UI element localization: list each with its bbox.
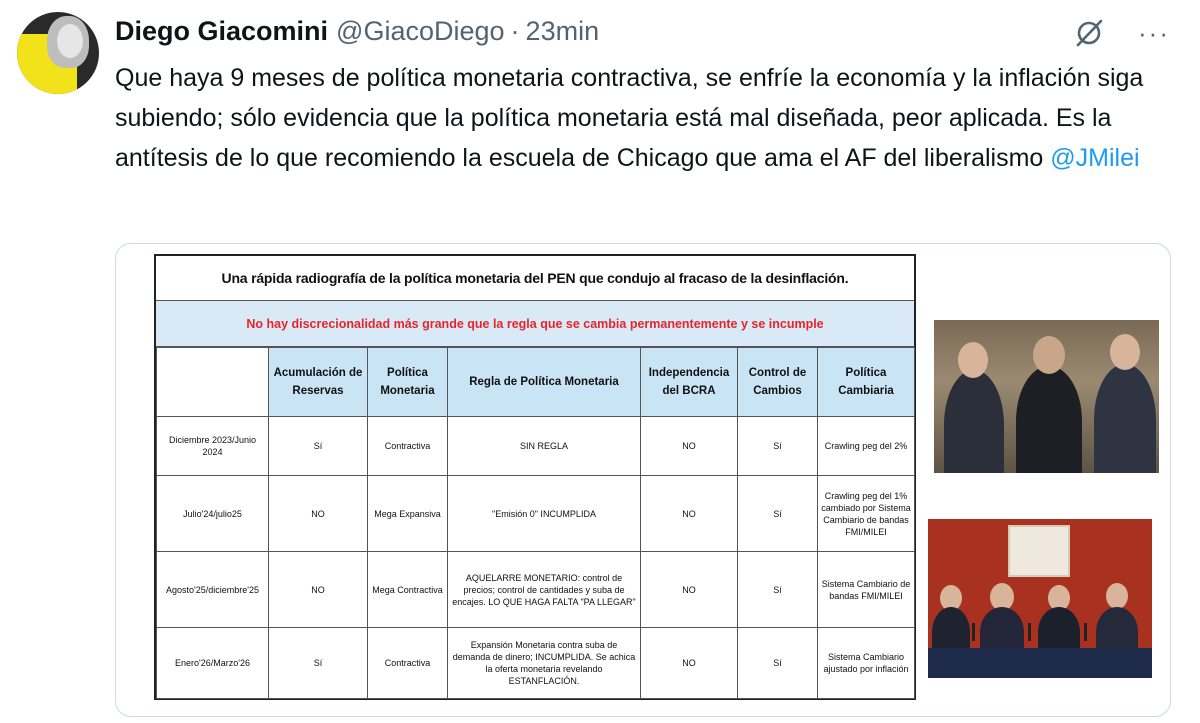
table-cell: SIN REGLA	[448, 417, 641, 476]
author-name[interactable]: Diego Giacomini	[115, 15, 329, 46]
table-cell: "Emisión 0" INCUMPLIDA	[448, 476, 641, 552]
table-cell: Sí	[738, 628, 818, 699]
table-cell: Sistema Cambiario de bandas FMI/MILEI	[818, 552, 915, 628]
tweet-media[interactable]	[115, 243, 1171, 717]
table-cell: NO	[269, 552, 368, 628]
photo-person	[1094, 364, 1156, 473]
table-row	[157, 476, 915, 552]
photo-table	[928, 648, 1152, 678]
media-table-image[interactable]	[154, 254, 916, 700]
media-photo-press-conference[interactable]	[928, 519, 1152, 678]
separator-dot: ·	[510, 15, 520, 46]
table-cell: AQUELARRE MONETARIO: control de precios; control de cantidades y suba de encajes. LO QUE HAGA FALTA "PA LLEGAR"	[448, 552, 641, 628]
table-cell: Enero'26/Marzo'26	[157, 628, 269, 699]
photo-framed-document	[1008, 525, 1070, 577]
more-options-icon[interactable]: ···	[1138, 18, 1170, 48]
tweet-header	[115, 14, 599, 48]
table-header-row	[157, 348, 915, 417]
media-photo-officials[interactable]	[934, 320, 1159, 473]
table-cell: Mega Contractiva	[368, 552, 448, 628]
photo-person-head	[1106, 583, 1128, 609]
table-cell: Mega Expansiva	[368, 476, 448, 552]
table-header-cell: Política Cambiaria	[818, 348, 915, 417]
table-cell: Sí	[738, 552, 818, 628]
photo-person-head	[958, 342, 988, 378]
author-handle[interactable]: @GiacoDiego	[336, 15, 505, 46]
author-avatar[interactable]	[17, 12, 99, 94]
table-title: Una rápida radiografía de la política monetaria del PEN que condujo al fracaso de la desinflación.	[156, 256, 914, 301]
table-header-cell: Independencia del BCRA	[641, 348, 738, 417]
photo-person-head	[1110, 334, 1140, 370]
photo-microphone	[1084, 623, 1087, 641]
table-cell: Julio'24/julio25	[157, 476, 269, 552]
photo-person	[1016, 366, 1082, 473]
table-cell: Diciembre 2023/Junio 2024	[157, 417, 269, 476]
table-cell: NO	[641, 476, 738, 552]
table-cell: NO	[641, 417, 738, 476]
table-cell: Sí	[269, 628, 368, 699]
table-row	[157, 552, 915, 628]
policy-table	[156, 347, 915, 699]
table-header-cell: Política Monetaria	[368, 348, 448, 417]
table-header-cell	[157, 348, 269, 417]
table-row	[157, 628, 915, 699]
table-header-cell: Control de Cambios	[738, 348, 818, 417]
table-cell: Contractiva	[368, 628, 448, 699]
photo-person	[944, 370, 1004, 473]
grok-icon[interactable]	[1074, 18, 1104, 48]
table-cell: NO	[641, 628, 738, 699]
header-actions	[1074, 18, 1170, 48]
tweet-body	[115, 58, 1175, 178]
photo-microphone	[1028, 623, 1031, 641]
table-subtitle: No hay discrecionalidad más grande que la regla que se cambia permanentemente y se incumple	[156, 301, 914, 347]
avatar-face-highlight	[57, 24, 83, 58]
table-cell: Expansión Monetaria contra suba de demanda de dinero; INCUMPLIDA. Se achica la oferta monetaria revelando ESTANFLACIÓN.	[448, 628, 641, 699]
table-cell: Sistema Cambiario ajustado por inflación	[818, 628, 915, 699]
table-cell: Sí	[738, 417, 818, 476]
mention-link[interactable]: @JMilei	[1050, 144, 1140, 172]
table-row	[157, 417, 915, 476]
tweet-timestamp[interactable]: 23min	[525, 15, 600, 46]
table-cell: Contractiva	[368, 417, 448, 476]
table-cell: NO	[269, 476, 368, 552]
photo-microphone	[972, 623, 975, 641]
table-header-cell: Acumulación de Reservas	[269, 348, 368, 417]
table-cell: Sí	[738, 476, 818, 552]
table-header-cell: Regla de Política Monetaria	[448, 348, 641, 417]
table-cell: Agosto'25/diciembre'25	[157, 552, 269, 628]
table-cell: Crawling peg del 2%	[818, 417, 915, 476]
tweet-text: Que haya 9 meses de política monetaria contractiva, se enfríe la economía y la inflación siga subiendo; sólo evidencia que la política monetaria está mal diseñada, peor aplicada. Es la antítesis de lo que recomiendo la escuela de Chicago que ama el AF del liberalismo	[115, 64, 1144, 172]
table-cell: Sí	[269, 417, 368, 476]
table-cell: NO	[641, 552, 738, 628]
table-cell: Crawling peg del 1% cambiado por Sistema Cambiario de bandas FMI/MILEI	[818, 476, 915, 552]
photo-person-head	[1033, 336, 1065, 374]
